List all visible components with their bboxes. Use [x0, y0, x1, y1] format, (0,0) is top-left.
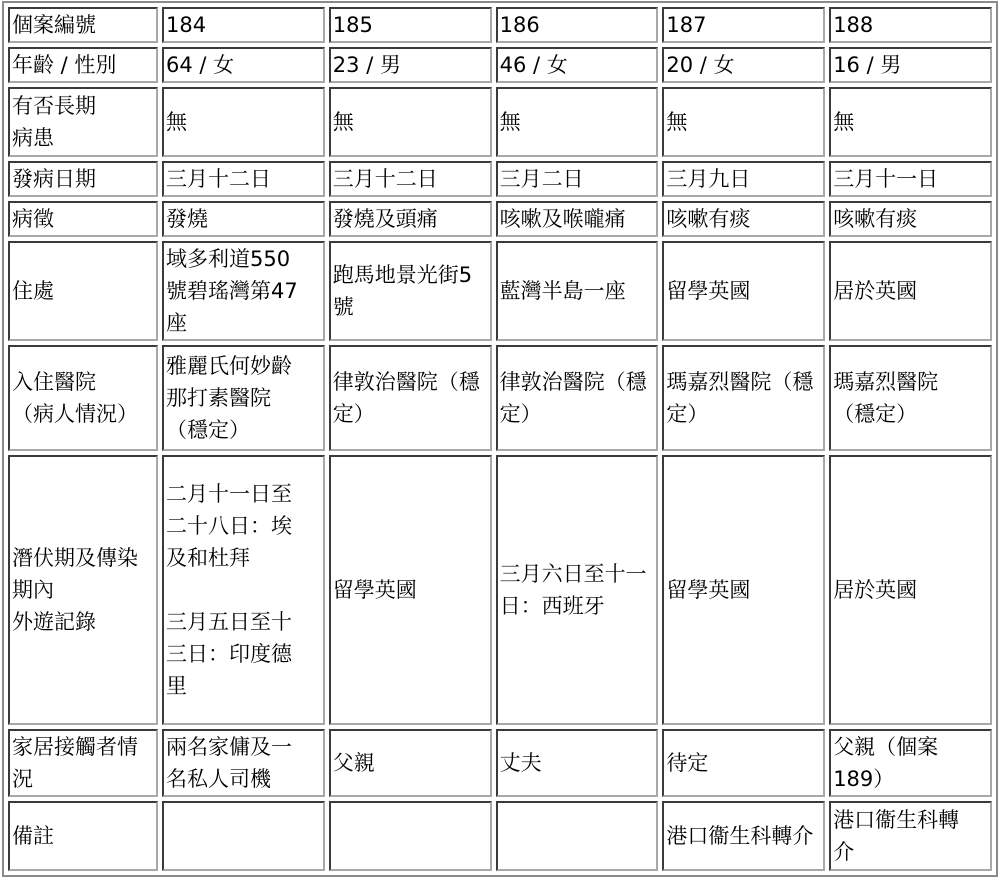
cell-text-line: 留學英國	[666, 578, 751, 602]
row-label-remarks	[8, 801, 158, 871]
cell-text-line: 雅麗氏何妙齡	[166, 354, 292, 378]
household-contacts-cell	[662, 729, 825, 797]
residence-cell	[829, 241, 992, 341]
cell-text-line: 三月九日	[666, 167, 751, 191]
cell-text-line: 三月二日	[499, 167, 584, 191]
cell-text-line: 里	[166, 674, 187, 698]
row-label-symptoms	[8, 201, 158, 237]
row-label-line: 家居接觸者情	[12, 735, 138, 759]
cell-text-line: 16 / 男	[833, 53, 902, 77]
travel-history-cell	[829, 455, 992, 725]
table-row-case-number	[8, 7, 992, 43]
row-label-household-contacts	[8, 729, 158, 797]
table-row-travel-history	[8, 455, 992, 725]
cell-text-line: 藍灣半島一座	[499, 279, 626, 303]
cell-text-line: 那打素醫院	[166, 386, 271, 410]
cell-text-line: 父親（個案	[833, 735, 939, 759]
cell-text-line: 跑馬地景光街5	[332, 263, 473, 287]
cell-text-line: 定）	[499, 402, 542, 426]
cell-text-line: 留學英國	[666, 279, 751, 303]
cell-text-line: 發燒	[166, 207, 208, 231]
household-contacts-cell	[329, 729, 492, 797]
residence-cell	[329, 241, 492, 341]
cell-text-line: 三日：印度德	[166, 642, 292, 666]
symptoms-cell	[662, 201, 825, 237]
residence-cell	[496, 241, 659, 341]
hospital-cell	[496, 345, 659, 451]
remarks-cell	[662, 801, 825, 871]
remarks-cell	[329, 801, 492, 871]
onset-date-cell	[496, 161, 659, 197]
table-row-remarks	[8, 801, 992, 871]
cell-text-line: 三月六日至十一	[499, 562, 647, 586]
remarks-cell	[829, 801, 992, 871]
hospital-cell	[829, 345, 992, 451]
row-label-line: 期內	[12, 578, 54, 602]
cell-text-line: 三月五日至十	[166, 610, 292, 634]
chronic-illness-cell	[662, 87, 825, 157]
table-row-symptoms	[8, 201, 992, 237]
hospital-cell	[162, 345, 325, 451]
row-label-line: （病人情況）	[12, 402, 138, 426]
row-label-case-number: 個案編號	[8, 7, 158, 43]
cell-text-line: 咳嗽及喉嚨痛	[499, 207, 626, 231]
chronic-illness-cell	[496, 87, 659, 157]
table-row-household-contacts	[8, 729, 992, 797]
cell-text-line: 居於英國	[833, 578, 918, 602]
row-label-line: 年齡 / 性別	[12, 53, 117, 77]
cell-text-line: 46 / 女	[499, 53, 568, 77]
cell-text-line: 介	[833, 840, 855, 864]
household-contacts-cell	[496, 729, 659, 797]
row-label-travel-history	[8, 455, 158, 725]
travel-history-cell	[662, 455, 825, 725]
cell-text-line: 189）	[833, 767, 895, 791]
cell-text-line: 港口衞生科轉介	[666, 824, 814, 848]
hospital-cell	[329, 345, 492, 451]
cell-text-line: 咳嗽有痰	[833, 207, 918, 231]
residence-cell	[662, 241, 825, 341]
age-gender-cell	[162, 47, 325, 83]
cell-text-line: 無	[499, 110, 521, 134]
cell-text-line: 64 / 女	[166, 53, 235, 77]
age-gender-cell	[329, 47, 492, 83]
travel-history-cell	[496, 455, 659, 725]
chronic-illness-cell	[162, 87, 325, 157]
symptoms-cell	[162, 201, 325, 237]
cell-text-line: （穩定）	[166, 418, 250, 442]
cell-text-line: 名私人司機	[166, 767, 271, 791]
row-label-line: 住處	[12, 279, 54, 303]
row-label-onset-date	[8, 161, 158, 197]
cell-text-line: 無	[332, 110, 354, 134]
row-label-line: 入住醫院	[12, 370, 96, 394]
cell-text-line: 無	[833, 110, 855, 134]
cell-text-line: 定）	[332, 402, 375, 426]
row-label-line: 有否長期	[12, 94, 96, 118]
cell-text-line: 瑪嘉烈醫院	[833, 370, 939, 394]
onset-date-cell	[162, 161, 325, 197]
onset-date-cell	[329, 161, 492, 197]
cell-text-line: 二月十一日至	[166, 482, 292, 506]
table-row-chronic-illness	[8, 87, 992, 157]
row-label-residence	[8, 241, 158, 341]
row-label-line: 病徵	[12, 207, 54, 231]
symptoms-cell	[329, 201, 492, 237]
residence-cell	[162, 241, 325, 341]
row-label-line: 備註	[12, 824, 54, 848]
remarks-cell	[496, 801, 659, 871]
cell-text-line: 號	[332, 295, 354, 319]
age-gender-cell	[496, 47, 659, 83]
cell-text-line: 留學英國	[332, 578, 417, 602]
cell-text-line: （穩定）	[833, 402, 918, 426]
hospital-cell	[662, 345, 825, 451]
cell-text-line: 日：西班牙	[499, 594, 605, 618]
age-gender-cell	[829, 47, 992, 83]
cell-text-line: 律敦治醫院（穩	[499, 370, 647, 394]
onset-date-cell	[662, 161, 825, 197]
cell-text-line: 域多利道550	[166, 247, 291, 271]
case-number-cell: 186	[496, 7, 659, 43]
cell-text-line: 定）	[666, 402, 709, 426]
cell-text-line: 三月十二日	[166, 167, 271, 191]
household-contacts-cell	[829, 729, 992, 797]
cell-text-line: 無	[666, 110, 688, 134]
symptoms-cell	[496, 201, 659, 237]
cell-text-line: 待定	[666, 751, 709, 775]
table-row-onset-date	[8, 161, 992, 197]
cell-text-line: 三月十二日	[332, 167, 438, 191]
cell-text-line: 居於英國	[833, 279, 918, 303]
case-number-cell: 187	[662, 7, 825, 43]
travel-history-cell	[162, 455, 325, 725]
cell-text-line: 兩名家傭及一	[166, 735, 292, 759]
cell-text-line: 20 / 女	[666, 53, 735, 77]
row-label-hospital	[8, 345, 158, 451]
case-table	[2, 1, 998, 877]
cell-text-line: 及和杜拜	[166, 546, 250, 570]
row-label-line: 發病日期	[12, 167, 96, 191]
cell-text-line: 座	[166, 311, 187, 335]
cell-text-line: 咳嗽有痰	[666, 207, 751, 231]
cell-text-line: 三月十一日	[833, 167, 939, 191]
case-table-body	[8, 7, 992, 871]
case-number-cell: 185	[329, 7, 492, 43]
case-number-cell: 184	[162, 7, 325, 43]
cell-blank-line	[166, 574, 321, 606]
cell-text-line: 發燒及頭痛	[332, 207, 438, 231]
cell-text-line: 律敦治醫院（穩	[332, 370, 480, 394]
cell-text-line: 父親	[332, 751, 375, 775]
cell-text-line: 丈夫	[499, 751, 542, 775]
chronic-illness-cell	[829, 87, 992, 157]
cell-text-line: 無	[166, 110, 187, 134]
row-label-line: 病患	[12, 126, 54, 150]
cell-text-line: 號碧瑤灣第47	[166, 279, 298, 303]
row-label-line: 潛伏期及傳染	[12, 546, 138, 570]
cell-text-line: 港口衞生科轉	[833, 808, 960, 832]
row-label-line: 況	[12, 767, 33, 791]
case-number-cell: 188	[829, 7, 992, 43]
onset-date-cell	[829, 161, 992, 197]
age-gender-cell	[662, 47, 825, 83]
row-label-line: 外遊記錄	[12, 610, 96, 634]
travel-history-cell	[329, 455, 492, 725]
remarks-cell	[162, 801, 325, 871]
row-label-chronic-illness	[8, 87, 158, 157]
cell-text-line: 23 / 男	[332, 53, 401, 77]
symptoms-cell	[829, 201, 992, 237]
cell-text-line: 二十八日：埃	[166, 514, 292, 538]
chronic-illness-cell	[329, 87, 492, 157]
row-label-age-gender	[8, 47, 158, 83]
cell-text-line: 瑪嘉烈醫院（穩	[666, 370, 814, 394]
household-contacts-cell	[162, 729, 325, 797]
table-row-hospital	[8, 345, 992, 451]
table-row-residence	[8, 241, 992, 341]
table-row-age-gender	[8, 47, 992, 83]
